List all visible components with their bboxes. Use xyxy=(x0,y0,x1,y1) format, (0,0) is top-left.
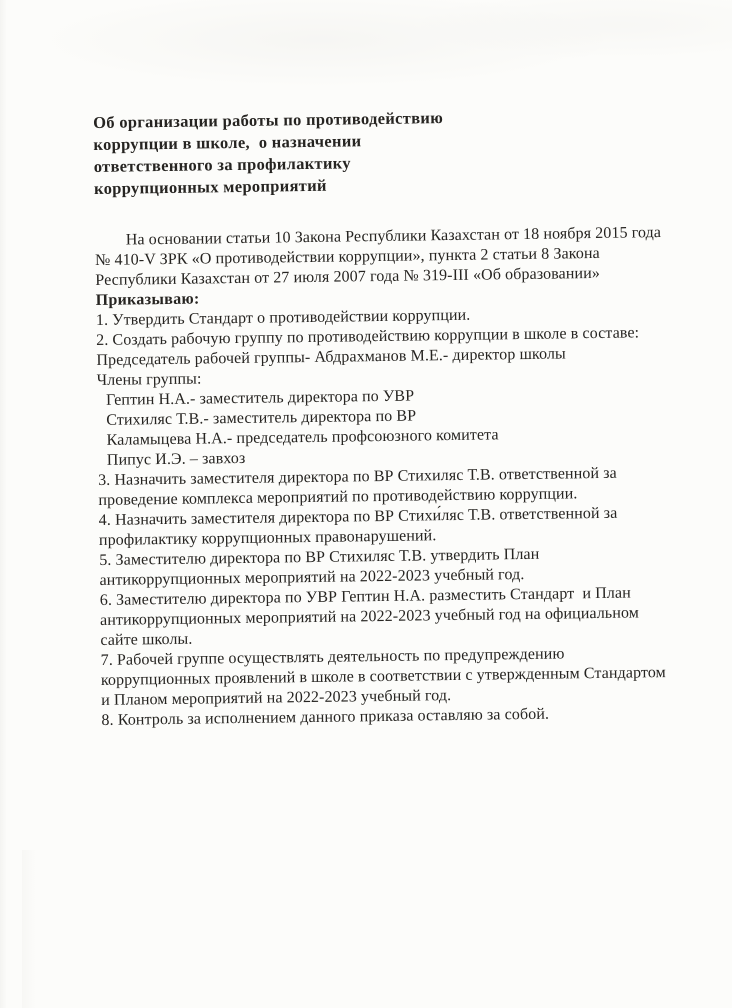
order-item-8: 8. Контроль за исполнением данного приказа оставляю за собой. xyxy=(101,705,550,729)
document-title xyxy=(93,103,707,200)
order-item-1: 1. Утвердить Стандарт о противодействии коррупции. xyxy=(95,306,471,329)
order-item-2: 2. Создать рабочую группу по противодействию коррупции в школе в составе: xyxy=(96,324,640,349)
order-item-6-cont: антикоррупционных мероприятий на 2022-2023 учебный год на официальном xyxy=(99,604,640,629)
text-line-member: Пипус И.Э. – завхоз xyxy=(106,449,246,469)
title-line: коррупционных мероприятий xyxy=(93,175,327,198)
title-line: коррупции в школе, о назначении xyxy=(93,131,362,154)
order-item-7-cont: коррупционных проявлений в школе в соответствии с утвержденным Стандартом xyxy=(100,664,666,689)
order-item-6: 6. Заместителю директора по УВР Гептин Н.А. разместить Стандарт и План xyxy=(99,584,631,609)
order-item-4: 4. Назначить заместителя директора по ВР Стихи́ляс Т.В. ответственной за xyxy=(98,504,618,529)
scan-artifact-bottom-left xyxy=(22,850,36,1008)
order-heading: Приказываю: xyxy=(95,290,200,309)
order-item-7-cont: и Планом мероприятий на 2022-2023 учебный год. xyxy=(101,687,452,709)
text-line-member: Стихиляс Т.В.- заместитель директора по ВР xyxy=(106,407,417,429)
text-line-chairman: Председатель рабочей группы- Абдрахманов М.Е.- директор школы xyxy=(96,345,566,369)
text-line-legal-basis: На основании статьи 10 Закона Республики Казахстан от 18 ноября 2015 года xyxy=(125,224,662,249)
text-line-members-heading: Члены группы: xyxy=(96,370,202,389)
text-line-member: Каламыцева Н.А.- председатель профсоюзного комитета xyxy=(106,426,499,449)
order-item-3: 3. Назначить заместителя директора по ВР Стихиляс Т.В. ответственной за xyxy=(98,464,617,489)
title-line: ответственного за профилактику xyxy=(93,153,351,176)
scan-artifact-left-edge xyxy=(0,0,7,1008)
text-line-member: Гептин Н.А.- заместитель директора по УВР xyxy=(105,387,415,409)
text-line-legal-basis: № 410-V ЗРК «О противодействии коррупции», пункта 2 статьи 8 Закона xyxy=(94,244,600,269)
title-line: Об организации работы по противодействию xyxy=(93,108,444,132)
document-body xyxy=(95,222,715,731)
order-item-4-cont: профилактику коррупционных правонарушений. xyxy=(98,527,437,549)
order-item-5: 5. Заместителю директора по ВР Стихиляс Т.В. утвердить План xyxy=(99,545,540,569)
order-item-3-cont: проведение комплекса мероприятий по противодействию коррупции. xyxy=(98,485,578,509)
order-item-5-cont: антикоррупционных мероприятий на 2022-2023 учебный год. xyxy=(99,566,525,589)
document-content xyxy=(93,103,715,730)
order-item-7: 7. Рабочей группе осуществлять деятельность по предупреждению xyxy=(100,645,565,669)
text-line-legal-basis: Республики Казахстан от 27 июля 2007 года № 319-III «Об образовании» xyxy=(95,264,601,289)
order-item-6-cont: сайте школы. xyxy=(100,630,193,649)
